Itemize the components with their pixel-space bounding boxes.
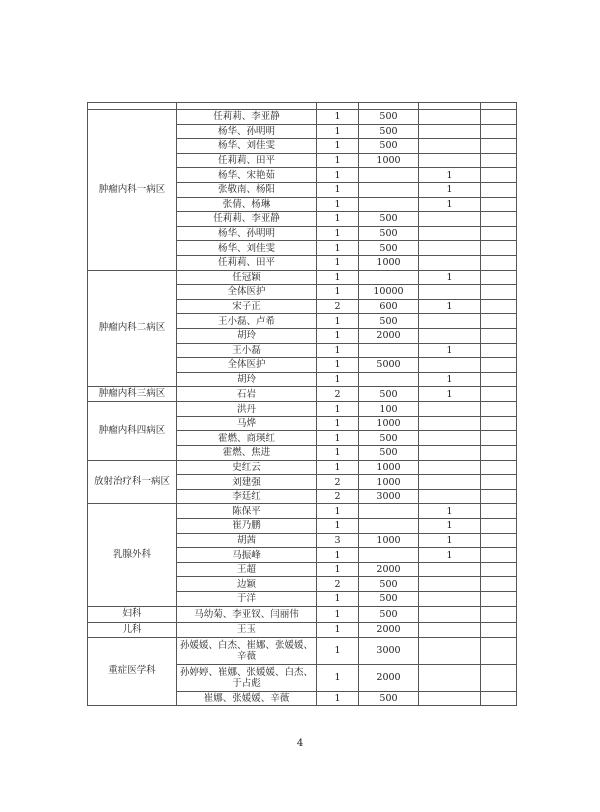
amount-cell: 1000	[359, 533, 419, 548]
extra-cell	[481, 124, 517, 139]
staff-names-cell: 张敬南、杨阳	[177, 182, 317, 197]
count-cell: 1	[317, 548, 359, 563]
amount-cell	[359, 519, 419, 534]
extra-cell	[481, 460, 517, 475]
count-cell: 1	[317, 153, 359, 168]
department-cell: 重症医学科	[88, 637, 177, 706]
amount-cell: 1000	[359, 153, 419, 168]
flag-cell	[419, 691, 481, 706]
staff-names-cell: 霍燃、商瑛红	[177, 431, 317, 446]
count-cell: 1	[317, 328, 359, 343]
count-cell: 1	[317, 270, 359, 285]
flag-cell: 1	[419, 168, 481, 183]
amount-cell: 2000	[359, 664, 419, 691]
department-cell: 妇科	[88, 606, 177, 622]
staff-names-cell: 霍燃、焦进	[177, 446, 317, 461]
amount-cell: 500	[359, 691, 419, 706]
amount-cell: 500	[359, 139, 419, 154]
count-cell: 1	[317, 504, 359, 519]
flag-cell	[419, 212, 481, 227]
table-row	[88, 270, 517, 285]
amount-cell: 1000	[359, 255, 419, 270]
flag-cell	[419, 460, 481, 475]
department-cell: 肿瘤内科二病区	[88, 270, 177, 387]
flag-cell	[419, 402, 481, 417]
amount-cell: 3000	[359, 489, 419, 504]
count-cell: 1	[317, 446, 359, 461]
count-cell: 1	[317, 664, 359, 691]
extra-cell	[481, 475, 517, 490]
extra-cell	[481, 197, 517, 212]
extra-cell	[481, 519, 517, 534]
extra-cell	[481, 691, 517, 706]
flag-cell	[419, 606, 481, 622]
count-cell: 1	[317, 139, 359, 154]
amount-cell: 500	[359, 241, 419, 256]
count-cell: 1	[317, 592, 359, 607]
page-number: 4	[296, 738, 304, 749]
count-cell: 2	[317, 475, 359, 490]
department-cell: 儿科	[88, 622, 177, 637]
count-cell: 2	[317, 577, 359, 592]
staff-names-cell: 胡玲	[177, 372, 317, 387]
department-cell: 肿瘤内科四病区	[88, 402, 177, 460]
extra-cell	[481, 299, 517, 314]
staff-names-cell: 全体医护	[177, 358, 317, 373]
staff-names-cell: 孙婷婷、崔娜、张媛媛、白杰、于占彪	[177, 664, 317, 691]
count-cell: 1	[317, 460, 359, 475]
staff-names-cell: 任莉莉、田平	[177, 153, 317, 168]
amount-cell	[359, 504, 419, 519]
count-cell: 1	[317, 285, 359, 300]
staff-names-cell: 孙媛媛、白杰、崔娜、张媛媛、辛薇	[177, 637, 317, 664]
staff-names-cell: 马振峰	[177, 548, 317, 563]
department-cell: 肿瘤内科三病区	[88, 387, 177, 402]
continuation-cell	[481, 103, 517, 110]
amount-cell: 2000	[359, 562, 419, 577]
extra-cell	[481, 577, 517, 592]
table-body	[88, 103, 517, 706]
flag-cell	[419, 153, 481, 168]
extra-cell	[481, 255, 517, 270]
extra-cell	[481, 343, 517, 358]
amount-cell	[359, 270, 419, 285]
flag-cell	[419, 446, 481, 461]
amount-cell: 1000	[359, 475, 419, 490]
staff-names-cell: 杨华、宋艳茹	[177, 168, 317, 183]
count-cell: 1	[317, 562, 359, 577]
flag-cell	[419, 431, 481, 446]
amount-cell: 500	[359, 606, 419, 622]
flag-cell: 1	[419, 197, 481, 212]
count-cell: 1	[317, 431, 359, 446]
count-cell: 1	[317, 110, 359, 125]
staff-names-cell: 王超	[177, 562, 317, 577]
continuation-cell	[419, 103, 481, 110]
count-cell: 1	[317, 519, 359, 534]
extra-cell	[481, 270, 517, 285]
amount-cell: 2000	[359, 622, 419, 637]
department-cell: 乳腺外科	[88, 504, 177, 606]
count-cell: 1	[317, 182, 359, 197]
extra-cell	[481, 387, 517, 402]
extra-cell	[481, 226, 517, 241]
flag-cell: 1	[419, 519, 481, 534]
flag-cell	[419, 241, 481, 256]
table-row	[88, 622, 517, 637]
count-cell: 1	[317, 606, 359, 622]
flag-cell	[419, 110, 481, 125]
extra-cell	[481, 241, 517, 256]
flag-cell: 1	[419, 372, 481, 387]
flag-cell	[419, 562, 481, 577]
count-cell: 1	[317, 637, 359, 664]
count-cell: 1	[317, 358, 359, 373]
amount-cell: 10000	[359, 285, 419, 300]
count-cell: 1	[317, 343, 359, 358]
extra-cell	[481, 328, 517, 343]
extra-cell	[481, 153, 517, 168]
count-cell: 2	[317, 387, 359, 402]
count-cell: 1	[317, 691, 359, 706]
count-cell: 2	[317, 299, 359, 314]
count-cell: 1	[317, 622, 359, 637]
extra-cell	[481, 110, 517, 125]
count-cell: 1	[317, 416, 359, 431]
flag-cell	[419, 416, 481, 431]
flag-cell	[419, 139, 481, 154]
table-row	[88, 606, 517, 622]
flag-cell	[419, 124, 481, 139]
amount-cell: 500	[359, 110, 419, 125]
department-cell: 放射治疗科一病区	[88, 460, 177, 504]
staff-names-cell: 马幼菊、李亚钗、闫丽伟	[177, 606, 317, 622]
count-cell: 1	[317, 197, 359, 212]
continuation-cell	[177, 103, 317, 110]
extra-cell	[481, 548, 517, 563]
staff-names-cell: 崔娜、张媛媛、辛薇	[177, 691, 317, 706]
flag-cell	[419, 358, 481, 373]
staff-names-cell: 王玉	[177, 622, 317, 637]
extra-cell	[481, 314, 517, 329]
staff-names-cell: 宋子正	[177, 299, 317, 314]
extra-cell	[481, 285, 517, 300]
flag-cell	[419, 622, 481, 637]
flag-cell: 1	[419, 548, 481, 563]
staff-names-cell: 任莉莉、田平	[177, 255, 317, 270]
extra-cell	[481, 358, 517, 373]
extra-cell	[481, 168, 517, 183]
table-row	[88, 402, 517, 417]
extra-cell	[481, 592, 517, 607]
amount-cell	[359, 372, 419, 387]
staff-names-cell: 杨华、孙明明	[177, 226, 317, 241]
table-row	[88, 110, 517, 125]
amount-cell: 500	[359, 314, 419, 329]
flag-cell: 1	[419, 504, 481, 519]
flag-cell: 1	[419, 270, 481, 285]
flag-cell	[419, 592, 481, 607]
extra-cell	[481, 446, 517, 461]
table-row	[88, 637, 517, 664]
amount-cell: 500	[359, 592, 419, 607]
flag-cell: 1	[419, 343, 481, 358]
staff-names-cell: 史红云	[177, 460, 317, 475]
staff-names-cell: 石岩	[177, 387, 317, 402]
count-cell: 1	[317, 168, 359, 183]
amount-cell: 500	[359, 446, 419, 461]
staff-names-cell: 杨华、刘佳雯	[177, 139, 317, 154]
amount-cell: 500	[359, 124, 419, 139]
staff-names-cell: 全体医护	[177, 285, 317, 300]
staff-names-cell: 任莉莉、李亚静	[177, 212, 317, 227]
staff-names-cell: 洪丹	[177, 402, 317, 417]
count-cell: 1	[317, 402, 359, 417]
table-row	[88, 460, 517, 475]
flag-cell	[419, 489, 481, 504]
extra-cell	[481, 139, 517, 154]
extra-cell	[481, 533, 517, 548]
staff-names-cell: 刘建强	[177, 475, 317, 490]
table-row	[88, 387, 517, 402]
flag-cell	[419, 475, 481, 490]
count-cell: 3	[317, 533, 359, 548]
amount-cell	[359, 197, 419, 212]
count-cell: 1	[317, 226, 359, 241]
donation-table	[87, 102, 517, 706]
continuation-cell	[317, 103, 359, 110]
extra-cell	[481, 489, 517, 504]
extra-cell	[481, 606, 517, 622]
staff-names-cell: 胡茜	[177, 533, 317, 548]
flag-cell: 1	[419, 387, 481, 402]
flag-cell	[419, 314, 481, 329]
extra-cell	[481, 562, 517, 577]
staff-names-cell: 边颖	[177, 577, 317, 592]
staff-names-cell: 任冠颖	[177, 270, 317, 285]
staff-names-cell: 杨华、刘佳雯	[177, 241, 317, 256]
amount-cell: 100	[359, 402, 419, 417]
staff-names-cell: 李廷红	[177, 489, 317, 504]
extra-cell	[481, 664, 517, 691]
flag-cell	[419, 664, 481, 691]
count-cell: 2	[317, 489, 359, 504]
extra-cell	[481, 637, 517, 664]
amount-cell	[359, 168, 419, 183]
flag-cell: 1	[419, 182, 481, 197]
extra-cell	[481, 212, 517, 227]
staff-names-cell: 王小磊、卢希	[177, 314, 317, 329]
count-cell: 1	[317, 124, 359, 139]
flag-cell	[419, 226, 481, 241]
count-cell: 1	[317, 314, 359, 329]
flag-cell	[419, 255, 481, 270]
amount-cell: 500	[359, 431, 419, 446]
extra-cell	[481, 504, 517, 519]
staff-names-cell: 王小磊	[177, 343, 317, 358]
extra-cell	[481, 372, 517, 387]
count-cell: 1	[317, 241, 359, 256]
amount-cell: 1000	[359, 416, 419, 431]
staff-names-cell: 于洋	[177, 592, 317, 607]
extra-cell	[481, 402, 517, 417]
amount-cell	[359, 182, 419, 197]
amount-cell: 600	[359, 299, 419, 314]
flag-cell	[419, 577, 481, 592]
staff-names-cell: 杨华、孙明明	[177, 124, 317, 139]
amount-cell: 500	[359, 226, 419, 241]
amount-cell: 500	[359, 577, 419, 592]
continuation-row	[88, 103, 517, 110]
amount-cell: 500	[359, 387, 419, 402]
count-cell: 1	[317, 372, 359, 387]
table-row	[88, 504, 517, 519]
amount-cell	[359, 548, 419, 563]
extra-cell	[481, 622, 517, 637]
flag-cell	[419, 328, 481, 343]
flag-cell: 1	[419, 299, 481, 314]
staff-names-cell: 马烨	[177, 416, 317, 431]
amount-cell: 2000	[359, 328, 419, 343]
staff-names-cell: 张倩、杨琳	[177, 197, 317, 212]
flag-cell: 1	[419, 533, 481, 548]
amount-cell: 5000	[359, 358, 419, 373]
flag-cell	[419, 637, 481, 664]
department-cell: 肿瘤内科一病区	[88, 110, 177, 271]
extra-cell	[481, 431, 517, 446]
amount-cell: 500	[359, 212, 419, 227]
continuation-cell	[359, 103, 419, 110]
staff-names-cell: 胡玲	[177, 328, 317, 343]
extra-cell	[481, 182, 517, 197]
continuation-dept-cell	[88, 103, 177, 110]
staff-names-cell: 陈保平	[177, 504, 317, 519]
amount-cell: 1000	[359, 460, 419, 475]
count-cell: 1	[317, 255, 359, 270]
flag-cell	[419, 285, 481, 300]
staff-names-cell: 崔乃鹏	[177, 519, 317, 534]
amount-cell: 3000	[359, 637, 419, 664]
extra-cell	[481, 416, 517, 431]
amount-cell	[359, 343, 419, 358]
count-cell: 1	[317, 212, 359, 227]
staff-names-cell: 任莉莉、李亚静	[177, 110, 317, 125]
